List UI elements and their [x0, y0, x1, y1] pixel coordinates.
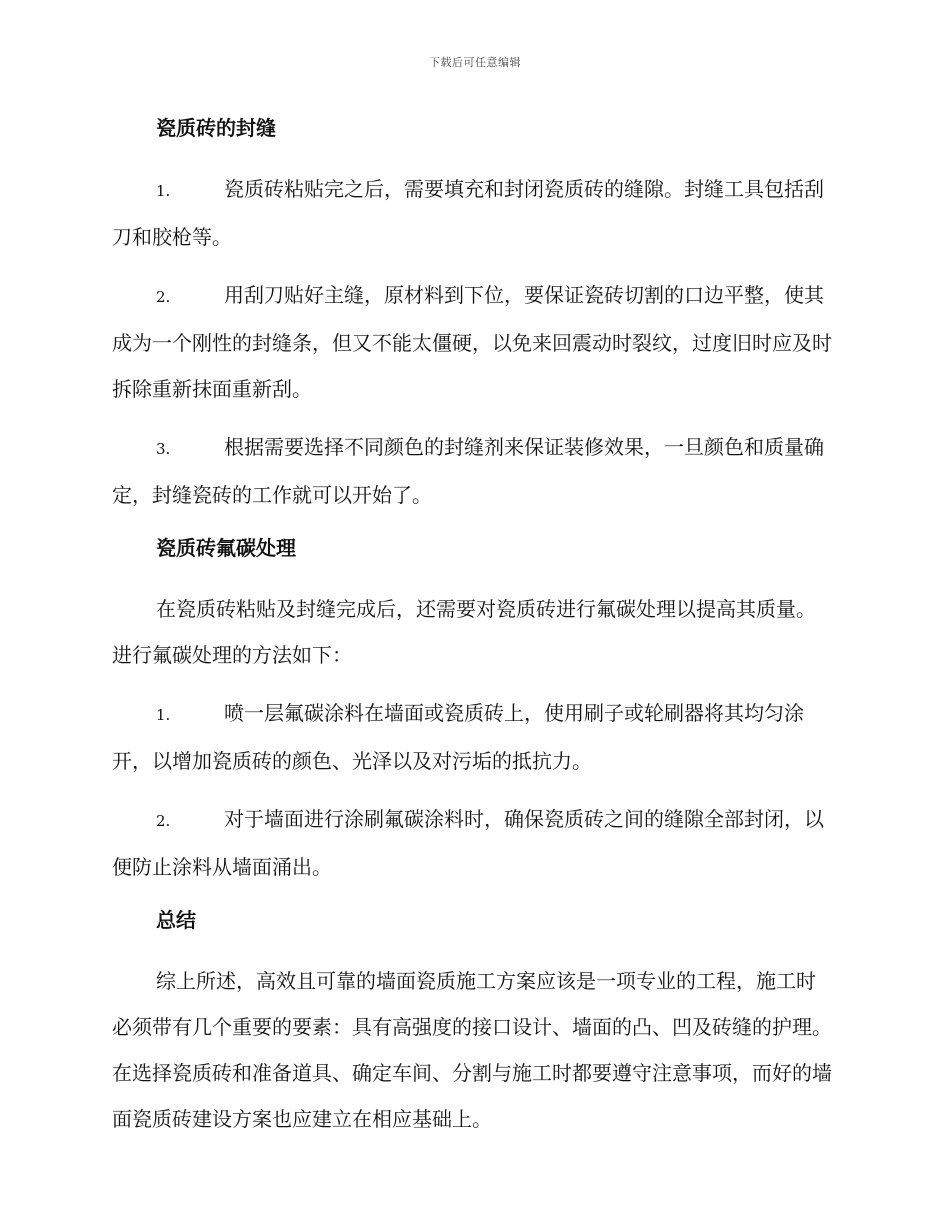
- list-number: 2.: [156, 288, 171, 306]
- section-intro: 在瓷质砖粘贴及封缝完成后，还需要对瓷质砖进行氟碳处理以提高其质量。进行氟碳处理的方法如下：: [112, 597, 816, 667]
- list-item-text: 对于墙面进行涂刷氟碳涂料时，确保瓷质砖之间的缝隙全部封闭，以便防止涂料从墙面涌出。: [112, 807, 824, 879]
- list-number: 3.: [156, 440, 171, 458]
- list-item: [112, 690, 834, 784]
- list-item: [112, 424, 834, 518]
- section-heading-summary: 总结: [156, 908, 196, 932]
- section-heading-sealing: 瓷质砖的封缝: [156, 116, 276, 140]
- list-number: 1.: [156, 706, 171, 724]
- header-note: 下载后可任意编辑: [429, 56, 521, 69]
- list-item: [112, 272, 834, 412]
- summary-paragraph: 综上所述，高效且可靠的墙面瓷质施工方案应该是一项专业的工程，施工时必须带有几个重要的要素：具有高强度的接口设计、墙面的凸、凹及砖缝的护理。在选择瓷质砖和准备道具、确定车间、分割与施工时都要遵守注意事项，而好的墙面瓷质砖建设方案也应建立在相应基础上。: [112, 969, 832, 1131]
- list-item-text: 瓷质砖粘贴完之后，需要填充和封闭瓷质砖的缝隙。封缝工具包括刮刀和胶枪等。: [112, 177, 824, 249]
- document-body: [112, 110, 834, 1154]
- list-number: 2.: [156, 812, 171, 830]
- list-item-text: 用刮刀贴好主缝，原材料到下位，要保证瓷砖切割的口边平整，使其成为一个刚性的封缝条，但又不能太僵硬，以免来回震动时裂纹，过度旧时应及时拆除重新抹面重新刮。: [112, 283, 832, 401]
- list-item: [112, 796, 834, 890]
- list-item-text: 喷一层氟碳涂料在墙面或瓷质砖上，使用刷子或轮刷器将其均匀涂开，以增加瓷质砖的颜色、光泽以及对污垢的抵抗力。: [112, 701, 804, 773]
- section-heading-fluorocarbon: 瓷质砖氟碳处理: [156, 536, 296, 560]
- list-item: [112, 166, 834, 260]
- list-number: 1.: [156, 182, 171, 200]
- list-item-text: 根据需要选择不同颜色的封缝剂来保证装修效果，一旦颜色和质量确定，封缝瓷砖的工作就可以开始了。: [112, 435, 824, 507]
